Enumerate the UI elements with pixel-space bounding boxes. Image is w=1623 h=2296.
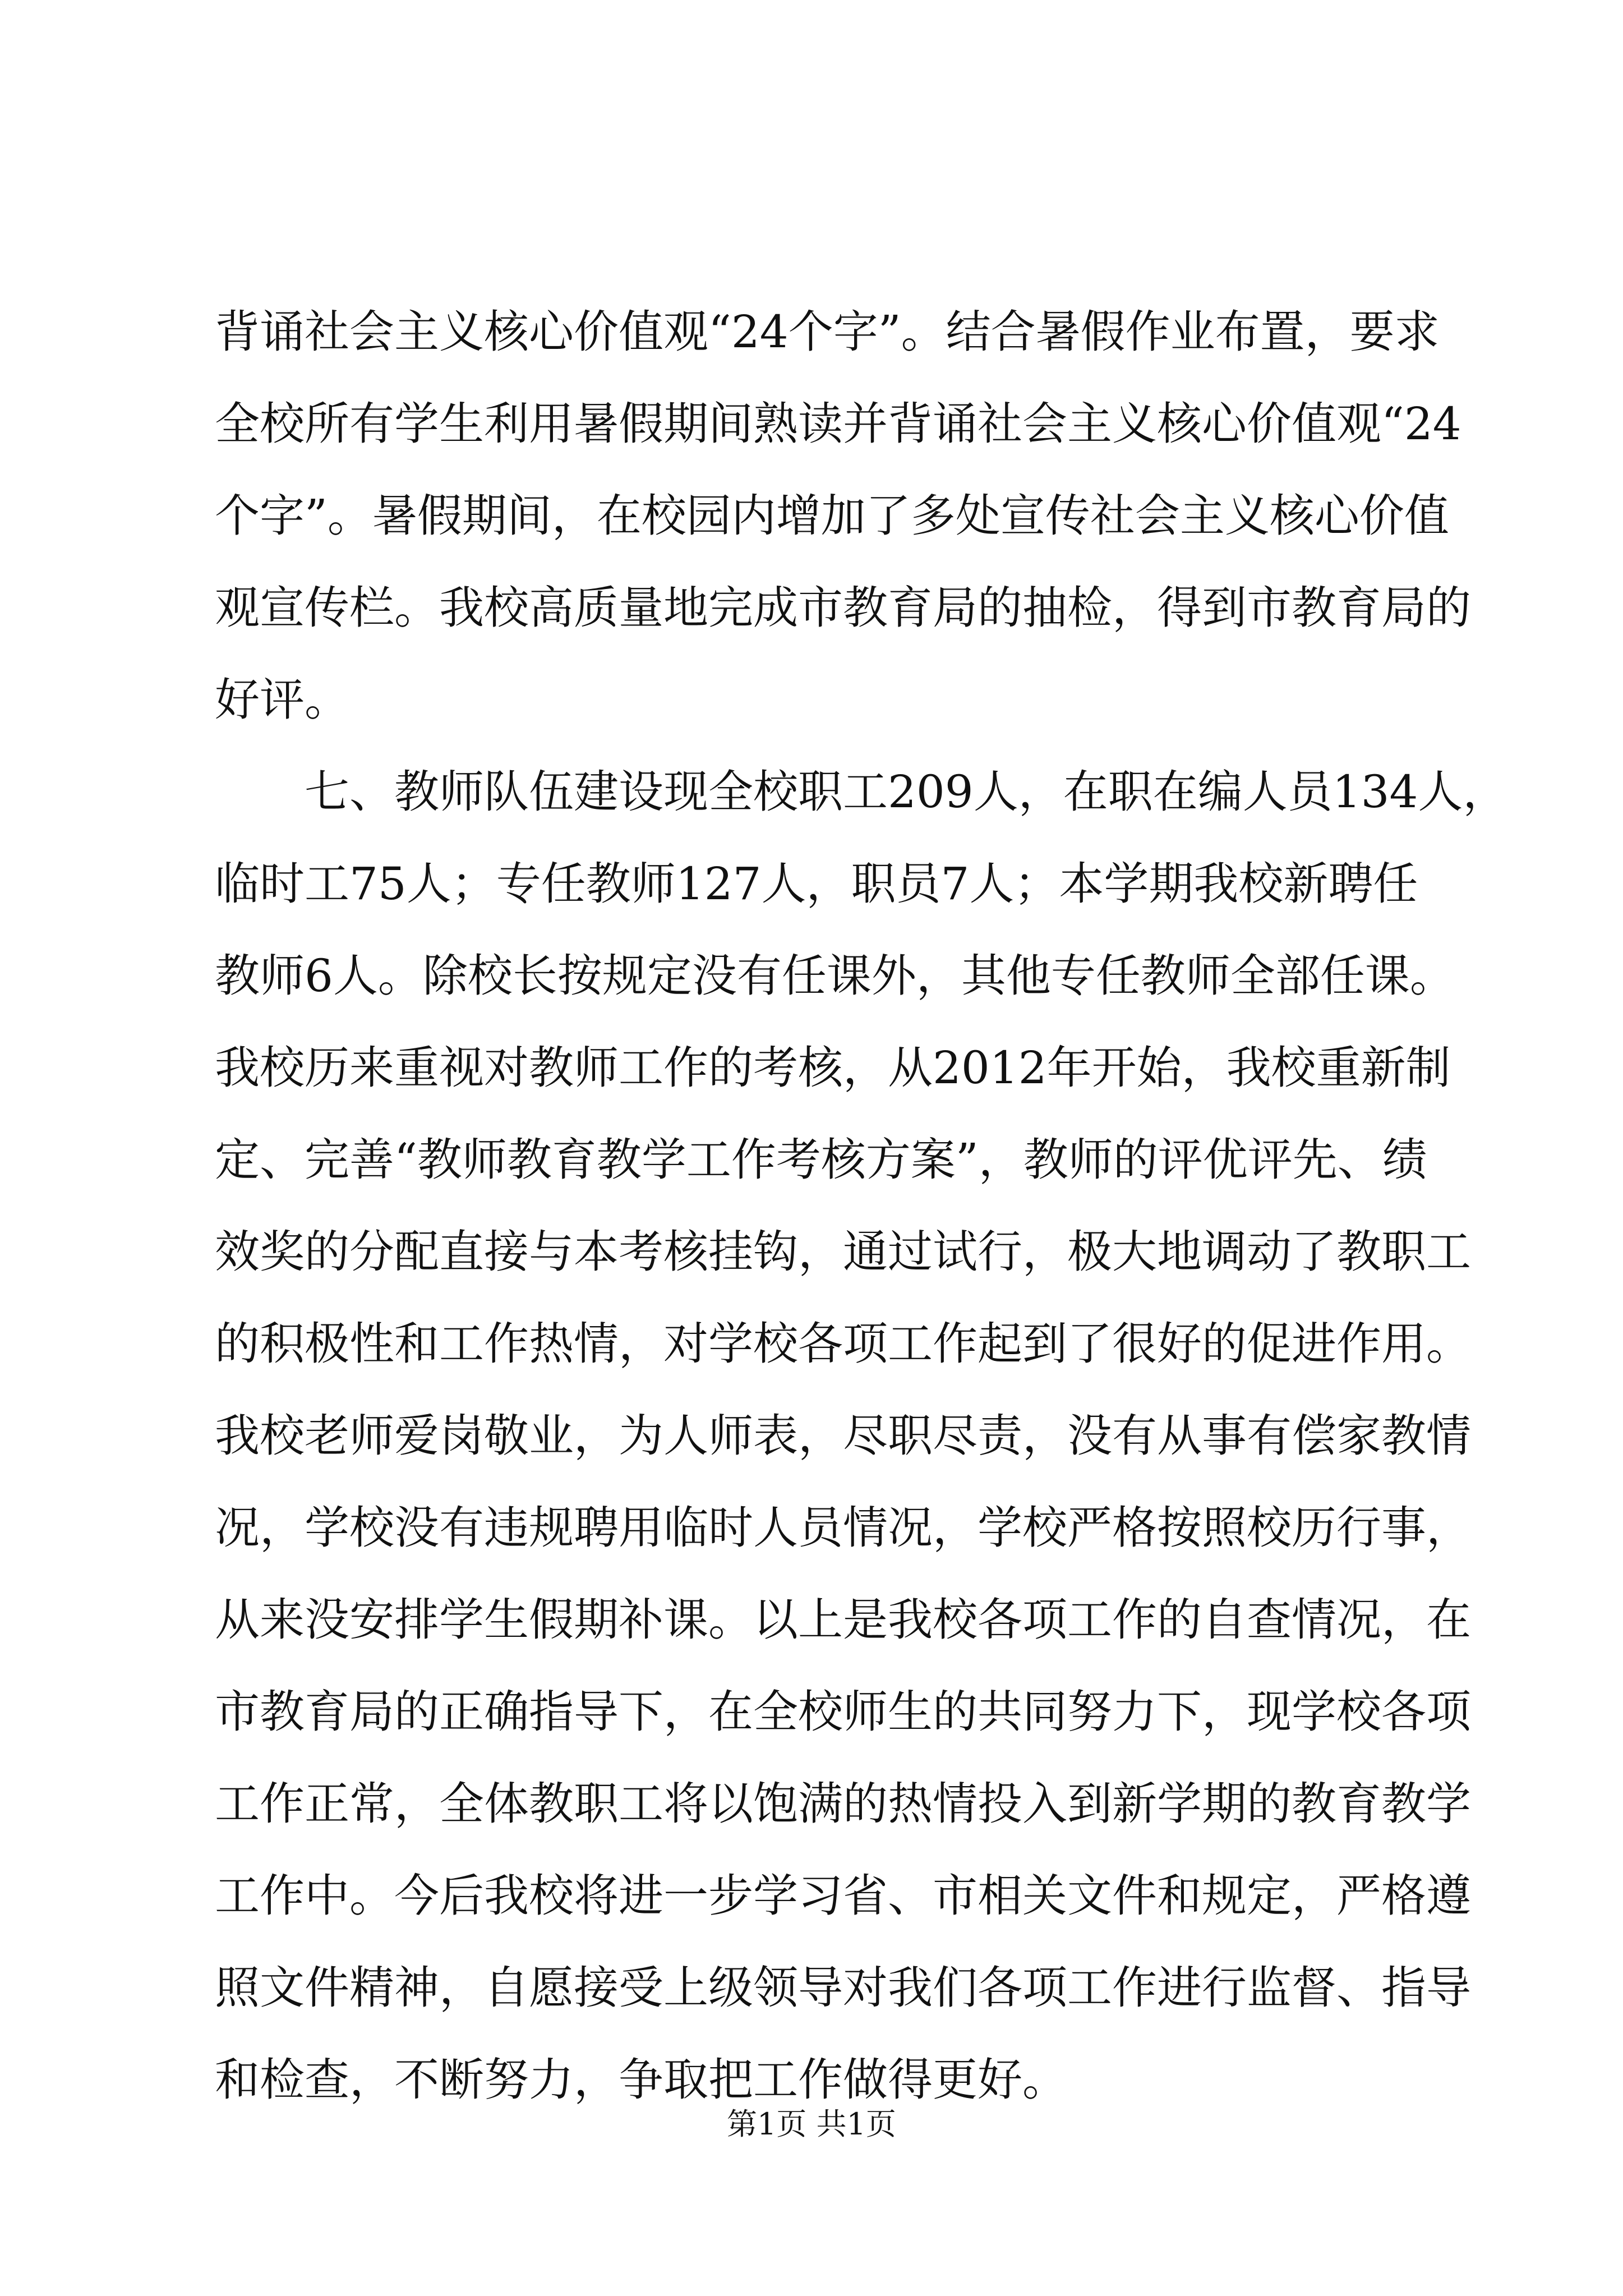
text-line: 全校所有学生利用暑假期间熟读并背诵社会主义核心价值观“24 [215,398,1461,450]
text-line: 七、教师队伍建设现全校职工209人，在职在编人员134人， [215,766,1508,818]
text-line: 照文件精神，自愿接受上级领导对我们各项工作进行监督、指导 [215,1962,1471,2014]
document-body [215,286,1508,2126]
text-line: 的积极性和工作热情，对学校各项工作起到了很好的促进作用。 [215,1318,1471,1370]
text-line: 定、完善“教师教育教学工作考核方案”，教师的评优评先、绩 [215,1134,1427,1186]
text-line: 市教育局的正确指导下，在全校师生的共同努力下，现学校各项 [215,1686,1471,1738]
text-line: 工作中。今后我校将进一步学习省、市相关文件和规定，严格遵 [215,1870,1471,1922]
text-line: 从来没安排学生假期补课。以上是我校各项工作的自查情况，在 [215,1594,1471,1646]
text-line: 和检查，不断努力，争取把工作做得更好。 [215,2054,1067,2106]
text-line: 我校历来重视对教师工作的考核，从2012年开始，我校重新制 [215,1042,1451,1094]
text-line: 观宣传栏。我校高质量地完成市教育局的抽检，得到市教育局的 [215,582,1471,634]
text-line: 况，学校没有违规聘用临时人员情况，学校严格按照校历行事， [215,1502,1471,1554]
text-line: 临时工75人；专任教师127人，职员7人；本学期我校新聘任 [215,858,1418,910]
text-line: 好评。 [215,674,349,726]
page-footer: 第1页 共1页 [727,2106,896,2142]
text-line: 效奖的分配直接与本考核挂钩，通过试行，极大地调动了教职工 [215,1226,1471,1278]
text-line: 教师6人。除校长按规定没有任课外，其他专任教师全部任课。 [215,950,1455,1002]
text-line: 工作正常，全体教职工将以饱满的热情投入到新学期的教育教学 [215,1778,1471,1830]
text-line: 我校老师爱岗敬业，为人师表，尽职尽责，没有从事有偿家教情 [215,1410,1471,1462]
text-line: 背诵社会主义核心价值观“24个字”。结合暑假作业布置，要求 [215,306,1440,358]
text-line: 个字”。暑假期间，在校园内增加了多处宣传社会主义核心价值 [215,490,1449,542]
